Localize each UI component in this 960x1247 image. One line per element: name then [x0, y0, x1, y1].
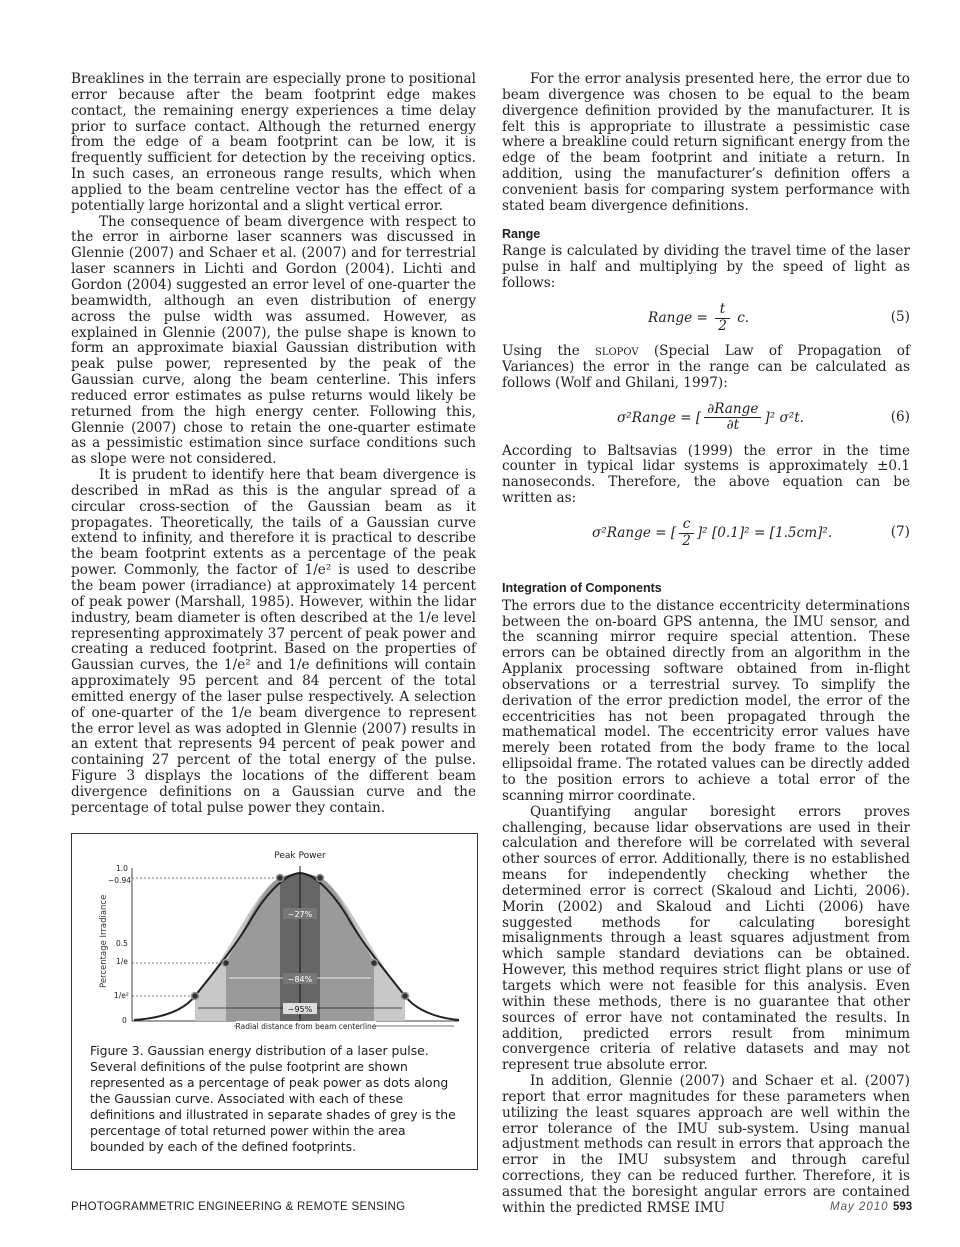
paragraph: Quantifying angular boresight errors proves challenging, because lidar observations are used in their calculation and therefore will be correlated with several other sources of error. Additionally, there is no established means for independently checking whether the determined error is correct (Skaloud and Lichti, 2006). Morin (2002) and Skaloud and Lichti (2006) have suggested methods for calculating boresight misalignments through a least squares adjustment from which sample standard deviations can be obtained. However, this method requires strict flight plans or use of targets which were not feasible for this analysis. Even within these methods, there is no guarantee that other sources of error have not contaminated the results. In addition, predicted errors result from minimum convergence criteria of relative datasets and may not represent true absolute error.	[502, 803, 910, 1074]
y-tick-label: 1/e²	[114, 991, 129, 1000]
equation-denominator: 2	[718, 317, 727, 334]
acronym: slopov	[594, 342, 639, 359]
paragraph: For the error analysis presented here, the error due to beam divergence was chosen to be equal to the beam divergence definition provided by the manufacturer. It is felt this is appropriate to illustrate a pessimistic case where a breakline could return significant energy from the edge of the beam footprint and initiate a return. In addition, using the manufacturer’s definition offers a convenient basis for comparing system performance with stated beam divergence definitions.	[502, 71, 910, 214]
band-label-84: ~84%	[287, 975, 313, 984]
equation-rhs: [0.1]² = [1.5cm]².	[711, 524, 833, 541]
figure-caption: Figure 3. Gaussian energy distribution of a laser pulse. Several definitions of the pulse footprint are shown represented as a percentage of peak power as dots along the Gaussian curve. Associated with each of these definitions and illustrated in separate shades of grey is the percentage of total returned power within the area bounded by each of the defined footprints.	[90, 1043, 456, 1154]
paragraph: Breaklines in the terrain are especially prone to positional error because after the beam footprint edge makes contact, the remaining energy experiences a time delay prior to surface contact. Although the returned energy from the edge of a beam footprint can be low, it is frequently sufficient for detection by the receiving optics. In such cases, an erroneous range results, which when applied to the beam centreline vector has the effect of a potentially large horizontal and a slight vertical error.	[71, 71, 476, 214]
band-label-27: ~27%	[287, 910, 313, 919]
page-number: 593	[893, 1201, 913, 1213]
curve-dot	[371, 960, 378, 967]
equation-denominator: 2	[682, 532, 691, 549]
y-axis-label: Percentage Irradiance	[99, 894, 109, 988]
y-tick-label: 1/e	[116, 957, 128, 966]
equation-6: σ²Range = [ $\frac{\text{∂Range}}{\partial t}$ ]² σ²t. (6)	[617, 400, 910, 434]
curve-dot	[402, 993, 409, 1000]
paragraph: According to Baltsavias (1999) the error in the time counter in typical lidar systems is approximately ±0.1 nanoseconds. Therefore, the above equation can be written as:	[502, 442, 910, 507]
equation-number: (6)	[890, 408, 910, 425]
curve-dot	[192, 993, 199, 1000]
paragraph: It is prudent to identify here that beam divergence is described in mRad as this is the angular spread of a circular cross-section of the Gaussian beam as it propagates. Theoretically, the tails of a Gaussian curve extend to infinity, and therefore it is practical to describe the beam footprint extents as a percentage of the peak power. Commonly, the factor of 1/e² is used to describe the beam power (irradiance) at approximately 14 percent of peak power (Marshall, 1985). However, within the lidar industry, beam diameter is often described at the 1/e level representing approximately 37 percent of peak power and creating a reduced footprint. Based on the properties of Gaussian curves, the 1/e² and 1/e definitions will contain approximately 95 percent and 84 percent of the total emitted energy of the laser pulse respectively. A selection of one-quarter of the 1/e beam divergence to represent the error level as was adopted in Glennie (2007) results in an extent that represents 94 percent of peak power and containing 27 percent of the total energy of the pulse. Figure 3 displays the locations of the different beam divergence definitions on a Gaussian curve and the percentage of total pulse power they contain.	[71, 467, 476, 816]
curve-dot	[317, 875, 324, 882]
paragraph: The consequence of beam divergence with respect to the error in airborne laser scanners was discussed in Glennie (2007) and Schaer et al. (2007) and for terrestrial laser scanners in Lichti and Gordon (2004). Lichti and Gordon (2004) suggested an error level of one-quarter the beamwidth, although an even distribution of energy across the pulse width was assumed. However, as explained in Glennie (2007), the pulse shape is known to form an approximate biaxial Gaussian distribution with peak pulse power, represented by the peak of the Gaussian curve, along the beam centerline. This infers reduced error estimates as pulse returns would likely be returned from the high energy center. Following this, Glennie (2007) chose to retain the one-quarter estimate as a pessimistic estimation since surface conditions such as slope were not considered.	[71, 213, 476, 468]
x-axis-label: Radial distance from beam centerline	[235, 1022, 377, 1031]
curve-dot	[277, 875, 284, 882]
equation-rhs: σ²t.	[779, 409, 804, 426]
equation-numerator: c	[679, 517, 694, 534]
gaussian-figure	[84, 838, 464, 1043]
equation-numerator: ∂Range	[704, 402, 761, 419]
left-column	[71, 72, 476, 817]
section-heading-range: Range	[502, 226, 541, 241]
text-span: Using the	[502, 342, 580, 359]
footer-journal: PHOTOGRAMMETRIC ENGINEERING & REMOTE SENSING	[71, 1201, 406, 1213]
equation-lhs: Range =	[648, 309, 708, 326]
y-tick-label: 0.5	[116, 939, 128, 948]
equation-lhs: σ²Range =	[617, 409, 692, 426]
equation-lhs: σ²Range =	[592, 524, 667, 541]
y-tick-label: 1.0	[116, 864, 128, 873]
equation-7: σ²Range = [ $\frac{c}{2}$ ]² [0.1]² = [1.5cm]². (7)	[592, 515, 910, 549]
curve-dot	[223, 960, 230, 967]
equation-number: (5)	[890, 308, 910, 325]
band-label-95: ~95%	[287, 1005, 313, 1014]
right-column	[502, 71, 913, 1217]
section-heading-integration: Integration of Components	[502, 580, 662, 595]
footer-date: May 2010	[830, 1201, 889, 1213]
text-span: (Special Law of Propagation of Variances) the error in the range can be calculated as follows (Wolf and Ghilani, 1997):	[502, 342, 910, 391]
paragraph: In addition, Glennie (2007) and Schaer et al. (2007) report that error magnitudes for these parameters when utilizing the least squares approach are well within the error tolerance of the IMU sub-system. Using manual adjustment methods can result in errors that approach the error in the IMU subsystem and through careful corrections, they can be reduced further. Therefore, it is assumed that the boresight angular errors are contained within the predicted RMSE IMU	[502, 1073, 910, 1216]
paragraph: Range is calculated by dividing the travel time of the laser pulse in half and multiplying by the speed of light as follows:	[502, 243, 910, 292]
equation-number: (7)	[890, 523, 910, 540]
y-tick-label: ~0.94	[108, 876, 131, 885]
paragraph	[502, 344, 910, 392]
paragraph: The errors due to the distance eccentricity determinations between the on-board GPS antenna, the IMU sensor, and the scanning mirror require special attention. These errors can be obtained directly from an algorithm in the Applanix processing software obtained from in-flight observations or a terrestrial survey. To simplify the derivation of the error prediction model, the error of the eccentricities has not been propagated through the mathematical model. The eccentricity error values have merely been rotated from the body frame to the local ellipsoidal frame. The rotated values can be directly added to the position errors to achieve a total error of the scanning mirror coordinate.	[502, 597, 910, 804]
equation-rhs: c.	[737, 309, 750, 326]
y-tick-label: 0	[122, 1016, 127, 1025]
equation-denominator: ∂t	[726, 417, 740, 434]
equation-5	[502, 296, 910, 340]
figure-title: Peak Power	[274, 851, 326, 861]
equation-numerator: t	[715, 302, 730, 319]
